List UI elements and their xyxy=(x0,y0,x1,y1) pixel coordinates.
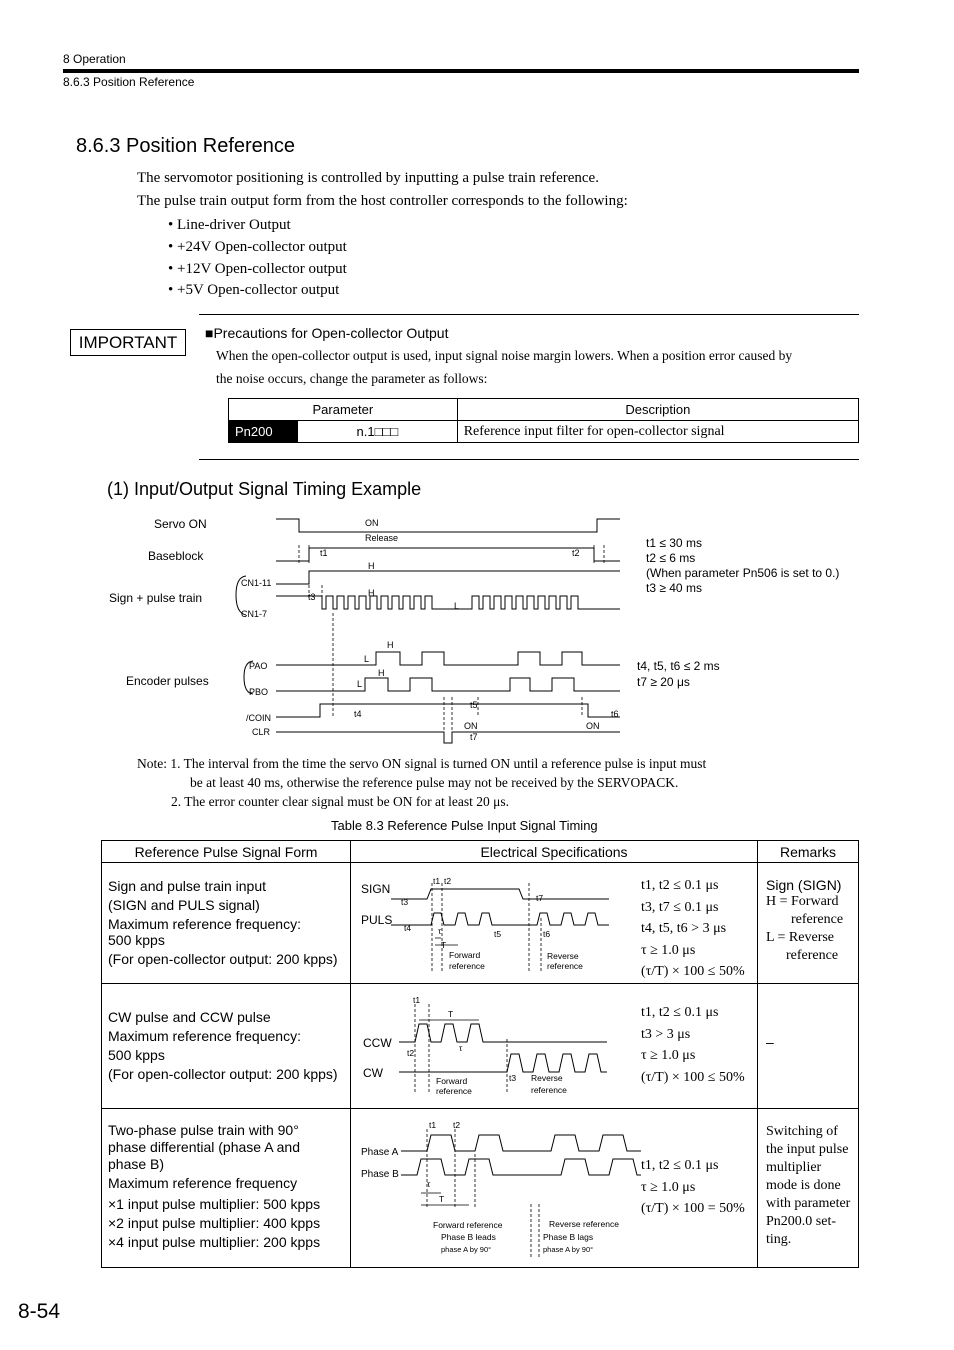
t4-label: t4 xyxy=(354,709,362,719)
important-bottom-rule xyxy=(199,459,859,460)
svg-text:t7: t7 xyxy=(536,893,544,903)
spec2-2: t7 ≥ 20 μs xyxy=(637,675,690,689)
row1-spec-3: t4, t5, t6 > 3 μs xyxy=(641,921,727,936)
row2-remark: – xyxy=(766,1034,774,1050)
important-top-rule xyxy=(199,314,859,315)
l-label-1: L xyxy=(454,601,460,611)
row3-spec-2: τ ≥ 1.0 μs xyxy=(641,1179,696,1195)
on-label: ON xyxy=(365,518,379,528)
svg-text:t1: t1 xyxy=(433,876,441,886)
row1-form-3: Maximum reference frequency: xyxy=(108,916,301,932)
svg-text:t6: t6 xyxy=(543,929,551,939)
important-label: IMPORTANT xyxy=(70,329,186,356)
h-label-2: H xyxy=(368,588,375,598)
row1-spec-5: (τ/T) × 100 ≤ 50% xyxy=(641,964,745,979)
header-rule xyxy=(63,69,859,73)
bullet-3: • +12V Open-collector output xyxy=(168,261,347,277)
clr-wave xyxy=(276,732,620,743)
row1-fwd2: reference xyxy=(449,961,485,971)
svg-text:t2: t2 xyxy=(453,1120,461,1130)
param-col-header: Parameter xyxy=(229,399,458,421)
row2-ccw: CCW xyxy=(363,1036,392,1050)
encoder-label: Encoder pulses xyxy=(126,674,209,688)
row3-remark-6: Pn200.0 set- xyxy=(766,1214,836,1229)
note-2: 2. The error counter clear signal must be ON for at least 20 μs. xyxy=(171,794,510,809)
pao-label: PAO xyxy=(249,661,268,671)
t7-label: t7 xyxy=(470,732,478,742)
row1-rev2: reference xyxy=(547,961,583,971)
spec1-3: (When parameter Pn506 is set to 0.) xyxy=(646,566,840,580)
row3-form-7: ×4 input pulse multiplier: 200 kpps xyxy=(108,1234,321,1250)
row1-tau: τ xyxy=(438,926,442,936)
row2-rev2: reference xyxy=(531,1085,567,1095)
section-title: 8.6.3 Position Reference xyxy=(76,135,296,157)
row1-form-4: 500 kpps xyxy=(108,932,165,948)
row1-puls: PULS xyxy=(361,913,393,927)
row3-rev: Reverse reference xyxy=(549,1219,619,1229)
col-header-remarks: Remarks xyxy=(758,841,859,863)
cn1-7-wave xyxy=(276,596,620,609)
t5-label: t5 xyxy=(470,700,478,710)
clr-label: CLR xyxy=(252,727,271,737)
intro-line-1: The servomotor positioning is controlled by inputting a pulse train reference. xyxy=(137,170,599,186)
row3-phase-a: Phase A xyxy=(361,1147,399,1158)
svg-text:t2: t2 xyxy=(407,1048,415,1058)
row3-remark-5: with parameter xyxy=(766,1196,851,1211)
row2-form-4: (For open-collector output: 200 kpps) xyxy=(108,1066,338,1082)
intro-line-2: The pulse train output form from the host controller corresponds to the following: xyxy=(137,193,628,209)
spec2-1: t4, t5, t6 ≤ 2 ms xyxy=(637,659,720,673)
cn1-7-label: CN1-7 xyxy=(241,609,268,619)
desc-col-header: Description xyxy=(457,399,858,421)
spec1-2: t2 ≤ 6 ms xyxy=(646,551,696,565)
svg-text:τ: τ xyxy=(427,1179,431,1189)
svg-text:t5: t5 xyxy=(494,929,502,939)
row1-form-1: Sign and pulse train input xyxy=(108,878,266,894)
cn1-11-wave xyxy=(276,571,620,584)
svg-text:T: T xyxy=(439,1194,445,1204)
row3-form-3: phase B) xyxy=(108,1156,165,1172)
row3-lag1: Phase B lags xyxy=(543,1232,594,1242)
parameter-table xyxy=(228,398,859,443)
row1-remark-1: Sign (SIGN) xyxy=(766,877,842,893)
pbo-wave xyxy=(276,678,620,691)
row3-lead1: Phase B leads xyxy=(441,1232,496,1242)
coin-label: /COIN xyxy=(246,713,272,723)
reference-pulse-table xyxy=(101,840,859,1268)
on-label-2: ON xyxy=(464,721,478,731)
row3-lag2: phase A by 90° xyxy=(543,1245,594,1254)
t6-label: t6 xyxy=(611,709,619,719)
important-text-2: the noise occurs, change the parameter as follows: xyxy=(216,371,488,386)
row3-form-6: ×2 input pulse multiplier: 400 kpps xyxy=(108,1215,321,1231)
sign-pulse-label: Sign + pulse train xyxy=(109,591,203,605)
row3-lead2: phase A by 90° xyxy=(441,1245,492,1254)
spec1-4: t3 ≥ 40 ms xyxy=(646,581,702,595)
pao-wave xyxy=(276,652,620,665)
row1-sign: SIGN xyxy=(361,882,391,896)
t3-label: t3 xyxy=(308,592,316,602)
servo-on-wave xyxy=(276,519,620,532)
row1-remark-3: reference xyxy=(791,912,844,927)
row3-remark-7: ting. xyxy=(766,1232,792,1247)
param-desc: Reference input filter for open-collector signal xyxy=(457,421,858,443)
timing-diagram xyxy=(0,505,954,750)
row3-form-4: Maximum reference frequency xyxy=(108,1175,298,1191)
subsection-heading: (1) Input/Output Signal Timing Example xyxy=(107,479,422,499)
row3-spec-3: (τ/T) × 100 = 50% xyxy=(641,1201,745,1216)
row1-remark-2: H = Forward xyxy=(766,894,839,909)
svg-text:t3: t3 xyxy=(509,1073,517,1083)
h-label-3: H xyxy=(387,640,394,650)
row3-phase-b: Phase B xyxy=(361,1169,399,1180)
row3-remark-1: Switching of xyxy=(766,1124,838,1139)
important-heading: ■Precautions for Open-collector Output xyxy=(205,325,449,341)
row3-form-1: Two-phase pulse train with 90° xyxy=(108,1122,299,1138)
row2-spec-3: τ ≥ 1.0 μs xyxy=(641,1048,696,1063)
row1-spec-2: t3, t7 ≤ 0.1 μs xyxy=(641,899,719,915)
svg-text:t2: t2 xyxy=(444,876,452,886)
row3-form-5: ×1 input pulse multiplier: 500 kpps xyxy=(108,1196,321,1212)
header-section: 8.6.3 Position Reference xyxy=(63,75,195,89)
row2-spec-4: (τ/T) × 100 ≤ 50% xyxy=(641,1069,745,1085)
param-name: Pn200 xyxy=(229,421,298,443)
row3-remark-2: the input pulse xyxy=(766,1142,849,1157)
param-value: n.1□□□ xyxy=(298,421,458,443)
svg-text:T: T xyxy=(448,1009,454,1019)
servo-on-label: Servo ON xyxy=(154,517,207,531)
row1-form-5: (For open-collector output: 200 kpps) xyxy=(108,951,338,967)
svg-text:t4: t4 xyxy=(404,923,412,933)
svg-text:t1: t1 xyxy=(429,1120,437,1130)
on-label-3: ON xyxy=(586,721,600,731)
row1-rev1: Reverse xyxy=(547,951,579,961)
row3-form-2: phase differential (phase A and xyxy=(108,1139,301,1155)
row1-spec-1: t1, t2 ≤ 0.1 μs xyxy=(641,878,719,893)
bullet-1: • Line-driver Output xyxy=(168,217,291,233)
svg-text:t3: t3 xyxy=(401,897,409,907)
svg-text:τ: τ xyxy=(459,1043,463,1053)
release-label: Release xyxy=(365,533,399,543)
bullet-4: • +5V Open-collector output xyxy=(168,282,340,298)
row3-remark-4: mode is done xyxy=(766,1178,841,1193)
baseblock-wave xyxy=(276,548,620,561)
col-header-specs: Electrical Specifications xyxy=(351,841,758,863)
row1-remark-4: L = Reverse xyxy=(766,930,835,945)
row2-fwd2: reference xyxy=(436,1086,472,1096)
row2-fwd1: Forward xyxy=(436,1076,468,1086)
l-label-2: L xyxy=(364,654,370,664)
coin-wave xyxy=(276,704,620,717)
row2-spec-2: t3 > 3 μs xyxy=(641,1026,691,1042)
row3-remark-3: multiplier xyxy=(766,1160,822,1175)
svg-text:t1: t1 xyxy=(413,995,421,1005)
important-text-1: When the open-collector output is used, input signal noise margin lowers. When a position error caused by xyxy=(216,348,793,363)
table-caption: Table 8.3 Reference Pulse Input Signal Timing xyxy=(331,818,598,833)
row1-T: T xyxy=(441,940,447,950)
t2-label: t2 xyxy=(572,548,580,558)
l-label-3: L xyxy=(357,679,363,689)
row1-spec-4: τ ≥ 1.0 μs xyxy=(641,942,696,958)
note-1a: Note: 1. The interval from the time the servo ON signal is turned ON until a reference pulse is input must xyxy=(137,756,707,771)
row2-spec-1: t1, t2 ≤ 0.1 μs xyxy=(641,1005,719,1020)
col-header-form: Reference Pulse Signal Form xyxy=(102,841,351,863)
note-1b: be at least 40 ms, otherwise the reference pulse may not be received by the SERVOPACK. xyxy=(190,775,679,790)
cn1-11-label: CN1-11 xyxy=(241,578,272,588)
bullet-2: • +24V Open-collector output xyxy=(168,239,347,255)
t1-label: t1 xyxy=(320,548,328,558)
row3-fwd: Forward reference xyxy=(433,1220,503,1230)
header-chapter: 8 Operation xyxy=(63,52,126,66)
row2-form-2: Maximum reference frequency: xyxy=(108,1028,301,1044)
row3-spec-1: t1, t2 ≤ 0.1 μs xyxy=(641,1158,719,1173)
row1-form-2: (SIGN and PULS signal) xyxy=(108,897,260,913)
h-label-4: H xyxy=(378,668,385,678)
row1-remark-5: reference xyxy=(786,948,839,963)
page-number: 8-54 xyxy=(18,1300,61,1323)
baseblock-label: Baseblock xyxy=(148,549,204,563)
row2-form-3: 500 kpps xyxy=(108,1047,165,1063)
h-label-1: H xyxy=(368,561,375,571)
spec1-1: t1 ≤ 30 ms xyxy=(646,536,702,550)
row2-rev1: Reverse xyxy=(531,1073,563,1083)
row1-fwd1: Forward xyxy=(449,950,481,960)
row2-cw: CW xyxy=(363,1066,383,1080)
pbo-label: PBO xyxy=(249,687,269,697)
row2-form-1: CW pulse and CCW pulse xyxy=(108,1009,271,1025)
